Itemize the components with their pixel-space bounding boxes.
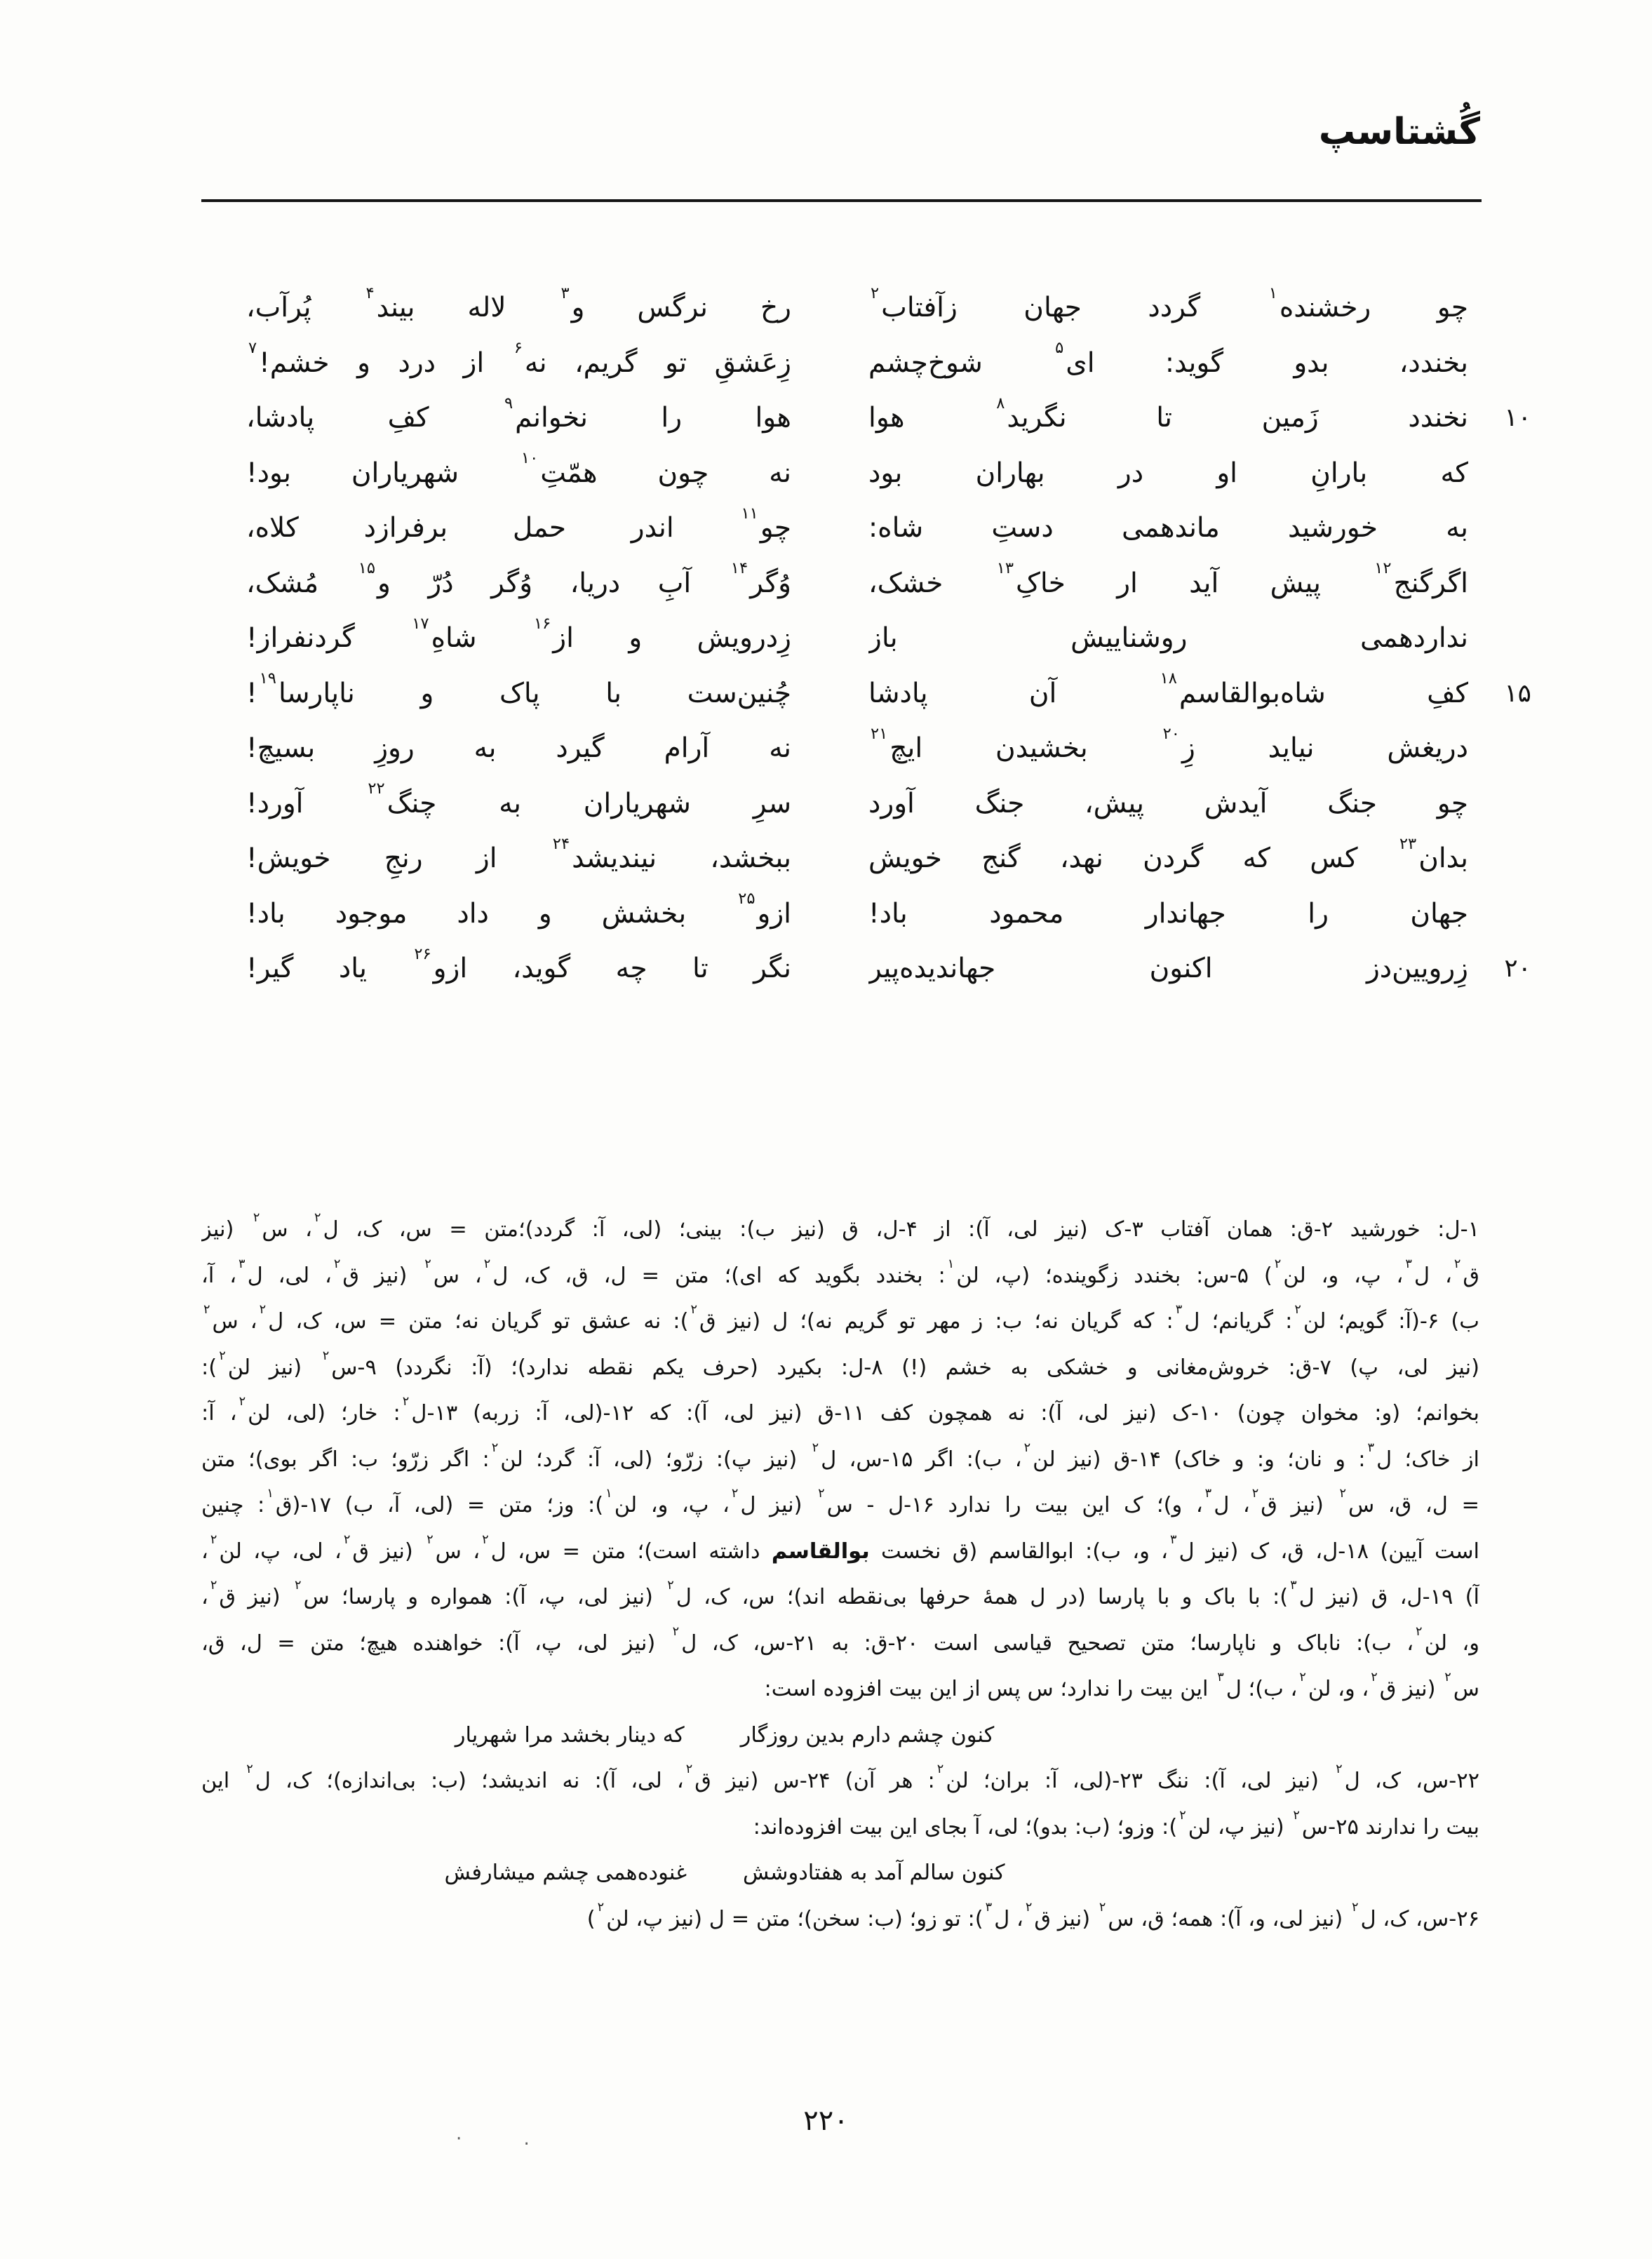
footnote-line: است آیین) ۱۸-ل، ق، ک (نیز ل$^۳$، و، ب): ابوالقاسم (ق نخست بوالقاسم داشته است)؛ متن = س، ل$^۲$، س$^۲$ (نیز ق$^۲$، لی، پ، لن$^۲$،: [201, 1532, 1479, 1564]
footnote-added-verse: [201, 1712, 1248, 1759]
footnote-line: و، لن$^۲$، ب): ناباک و ناپارسا؛ متن تصحیح قیاسی است ۲۰-ق: به ۲۱-س، ک، ل$^۲$ (نیز لی، پ، آ): خواهنده هیچ؛ متن = ل، ق،: [201, 1624, 1479, 1656]
footnote-line: ق$^۲$، ل$^۳$، پ، و، لن$^۲$) ۵-س: بخندد زگوینده؛ (پ، لن$^۱$: بخندد بگوید که ای)؛ متن = ل، ق، ک، ل$^۲$، س$^۲$ (نیز ق$^۲$، لی، ل$^۳$، آ،: [201, 1256, 1479, 1288]
footnote-line: س$^۲$ (نیز ق$^۲$، و، لن$^۲$، ب)؛ ل$^۳$ این بیت را ندارد؛ س پس از این بیت افزوده است:: [764, 1670, 1479, 1701]
poem-block: [246, 281, 1531, 997]
hemistich-left: نگر تا چه گوید، ازو$^{۲۶}$ یاد گیر!: [246, 944, 791, 984]
verse-number: [1468, 887, 1531, 942]
verse-row: [246, 391, 1531, 446]
verse-number: [1468, 556, 1531, 612]
column-gap: [791, 941, 868, 997]
verse-row: [246, 887, 1531, 942]
footnote-line: بیت را ندارند ۲۵-س$^۲$ (نیز پ، لن$^۲$): وزو؛ (ب: بدو)؛ لی، آ بجای این بیت افزوده‌اند:: [753, 1808, 1479, 1839]
column-gap: [791, 831, 868, 887]
hemistich-right: جهان را جهاندار محمود باد!: [868, 897, 1468, 930]
hemistich-right: نداردهمی روشناییش باز: [868, 622, 1468, 654]
footnote-added-verse: [201, 1850, 1248, 1896]
header-rule: [201, 199, 1482, 202]
hemistich-right: که بارانِ او در بهاران بود: [868, 457, 1468, 489]
hemistich-left: ازو$^{۲۵}$ بخشش و داد موجود باد!: [246, 890, 791, 930]
hemistich-right: چو رخشنده$^۱$ گردد جهان زآفتاب$^۲$: [871, 283, 1468, 323]
hemistich-right: نخندد زَمین تا نگرید$^۸$ هوا: [868, 394, 1468, 434]
hemistich-left: چُنین‌ست با پاک و ناپارسا$^{۱۹}$!: [246, 669, 791, 709]
footnote-line: ۱-ل: خورشید ۲-ق: همان آفتاب ۳-ک (نیز لی، آ): از ۴-ل، ق (نیز ب): بینی؛ (لی، آ: گردد)؛متن = س، ک، ل$^۲$، س$^۲$ (نیز: [201, 1211, 1479, 1242]
hemistich-right: چو جنگ آیدش پیش، جنگ آورد: [868, 787, 1468, 819]
hemistich-right: بخندد، بدو گوید: ای$^۵$ شوخ‌چشم: [868, 339, 1468, 379]
hemistich-right: زِرویین‌دز اکنون جهاندیده‌پیر: [868, 953, 1468, 984]
column-gap: [791, 501, 868, 556]
critical-apparatus: [201, 1207, 1479, 1942]
verse-row: [246, 336, 1531, 391]
footnote-line: از خاک؛ ل$^۳$: و نان؛ و: و خاک) ۱۴-ق (نیز لن$^۲$، ب): اگر ۱۵-س، ل$^۲$ (نیز پ): زرّو؛ (لی، آ: گرد؛ لن$^۲$: اگر زرّو؛ ب: اگر بوی)؛ متن: [201, 1440, 1479, 1472]
column-gap: [791, 446, 868, 502]
verse-half-left: غنوده‌همی چشم میشارفش: [444, 1861, 687, 1885]
column-gap: [791, 721, 868, 777]
footnote-line: ۲۲-س، ک، ل$^۲$ (نیز لی، آ): ننگ ۲۳-(لی، آ: بران؛ لن$^۲$: هر آن) ۲۴-س (نیز ق$^۲$، لی، آ): نه اندیشد؛ (ب: بی‌اندازه)؛ ک، ل$^۲$ این: [201, 1762, 1479, 1793]
verse-number: [1468, 501, 1531, 556]
verse-number: [1468, 336, 1531, 391]
verse-row: [246, 941, 1531, 997]
verse-row: [246, 281, 1531, 336]
verse-number: [1468, 721, 1531, 777]
verse-number: [1468, 777, 1531, 832]
hemistich-left: چو$^{۱۱}$ اندر حمل برفرازد کلاه،: [246, 504, 791, 544]
column-gap: [791, 281, 868, 336]
hemistich-left: رخ نرگس و$^۳$ لاله بیند$^۴$ پُرآب،: [246, 283, 791, 323]
column-gap: [791, 777, 868, 832]
hemistich-left: نه چون همّتِ$^{۱۰}$ شهریاران بود!: [246, 449, 791, 489]
stray-marks: . ·: [456, 2129, 530, 2150]
verse-number: [1468, 446, 1531, 502]
column-gap: [791, 666, 868, 722]
verse-number: [1468, 281, 1531, 336]
verse-number: ۱۵: [1504, 678, 1531, 708]
page-header-title: گُشتاسپ: [1318, 111, 1480, 153]
verse-number: ۲۰: [1504, 954, 1531, 983]
footnote-line: (نیز لی، پ) ۷-ق: خروش‌مغانی و خشکی به خشم (!) ۸-ل: بکیرد (حرف یکم نقطه ندارد)؛ (آ: نگردد) ۹-س$^۲$ (نیز لن$^۲$):: [201, 1348, 1479, 1380]
verse-row: [246, 721, 1531, 777]
verse-half-right: کنون سالم آمد به هفتادوشش: [743, 1861, 1005, 1885]
verse-row: [246, 446, 1531, 502]
hemistich-right: دریغش نیاید زِ$^{۲۰}$ بخشیدن ایچ$^{۲۱}$: [871, 724, 1468, 764]
hemistich-left: هوا را نخوانم$^۹$ کفِ پادشا،: [246, 394, 791, 434]
footnote-line: ب) ۶-(آ: گویم؛ لن$^۲$: گریانم؛ ل$^۳$: که گریان نه؛ ب: ز مهر تو گریم نه)؛ ل (نیز ق$^۲$): نه عشق تو گریان نه؛ متن = س، ک، ل$^۲$، س$^۲$: [203, 1303, 1479, 1334]
verse-number: ۱۰: [1504, 403, 1531, 432]
hemistich-left: وُگر$^{۱۴}$ آبِ دریا، وُگر دُرّ و$^{۱۵}$ مُشک،: [246, 559, 791, 599]
page-number: ۲۲۰: [803, 2105, 849, 2137]
hemistich-right: بدان$^{۲۳}$ کس که گردن نهد، گنج خویش: [868, 834, 1468, 874]
column-gap: [791, 611, 868, 666]
footnote-line: آ) ۱۹-ل، ق (نیز ل$^۳$): با باک و با پارسا (در ل همهٔ حرفها بی‌نقطه اند)؛ س، ک، ل$^۲$ (نیز لی، پ، آ): همواره و پارسا؛ س$^۲$ (نیز ق$^۲$،: [201, 1578, 1479, 1609]
hemistich-left: سرِ شهریاران به چنگ$^{۲۲}$ آورد!: [246, 779, 791, 819]
footnote-line: بخوانم؛ (و: مخوان چون) ۱۰-ک (نیز لی، آ): نه همچون کف ۱۱-ق (نیز لی، آ): که ۱۲-(لی، آ: زربه) ۱۳-ل$^۲$: خار؛ (لی، لن$^۲$، آ:: [201, 1395, 1479, 1426]
hemistich-left: زِدرویش و از$^{۱۶}$ شاهِ$^{۱۷}$ گردنفراز!: [246, 614, 791, 654]
verse-row: [246, 777, 1531, 832]
verse-row: [246, 501, 1531, 556]
column-gap: [791, 391, 868, 446]
footnote-line: ۲۶-س، ک، ل$^۲$ (نیز لی، و، آ): همه؛ ق، س$^۲$ (نیز ق$^۲$، ل$^۳$): تو زو؛ (ب: سخن)؛ متن = ل (نیز پ، لن$^۲$): [586, 1900, 1479, 1931]
verse-row: [246, 666, 1531, 722]
verse-number: [1468, 611, 1531, 666]
column-gap: [791, 336, 868, 391]
hemistich-left: ببخشد، نیندیشد$^{۲۴}$ از رنجِ خویش!: [246, 834, 791, 874]
column-gap: [791, 887, 868, 942]
hemistich-right: اگرگنج$^{۱۲}$ پیش آید ار خاکِ$^{۱۳}$ خشک،: [868, 559, 1468, 599]
hemistich-right: کفِ شاه‌بوالقاسم$^{۱۸}$ آن پادشا: [868, 669, 1468, 709]
verse-row: [246, 831, 1531, 887]
footnote-line: = ل، ق، س$^۲$ (نیز ق$^۲$، ل$^۳$، و)؛ ک این بیت را ندارد ۱۶-ل - س$^۲$ (نیز ل$^۲$، پ، و، لن$^۱$): وز؛ متن = (لی، آ، ب) ۱۷-(ق$^۱$: چنین: [201, 1487, 1479, 1517]
verse-number: [1468, 831, 1531, 887]
verse-half-left: که دینار بخشد مرا شهریار: [455, 1722, 685, 1748]
verse-half-right: کنون چشم دارم بدین روزگار: [740, 1722, 995, 1748]
hemistich-left: زِعَشقِ تو گریم، نه$^۶$ از درد و خشم!$^۷$: [248, 339, 791, 379]
verse-row: [246, 611, 1531, 666]
verse-row: [246, 556, 1531, 612]
hemistich-right: به خورشید ماندهمی دستِ شاه:: [868, 512, 1468, 544]
hemistich-left: نه آرام گیرد به روزِ بسیچ!: [246, 732, 791, 764]
column-gap: [791, 556, 868, 612]
